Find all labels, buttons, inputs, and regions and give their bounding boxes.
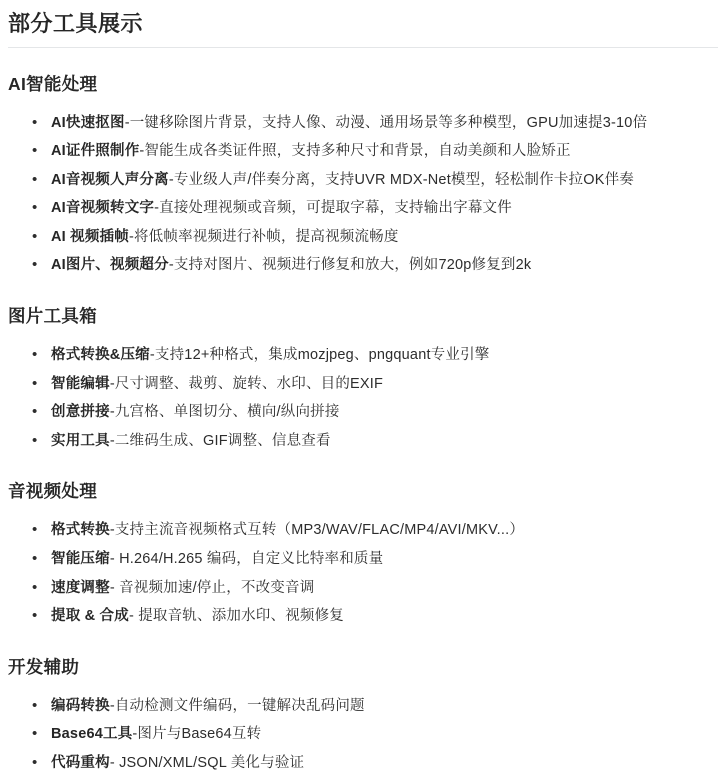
section-ai-processing xyxy=(8,71,718,281)
tool-name: AI快速抠图 xyxy=(51,114,125,131)
bullet-icon: • xyxy=(32,374,38,392)
tool-desc: - JSON/XML/SQL 美化与验证 xyxy=(109,755,305,771)
list-item xyxy=(32,427,718,456)
tool-desc: - 提取音轨、添加水印、视频修复 xyxy=(128,608,344,625)
list-item xyxy=(32,166,718,195)
feature-list-audio-video xyxy=(8,516,718,630)
tool-name: 提取 & 合成 xyxy=(51,608,129,625)
section-dev-assist xyxy=(8,654,718,778)
tool-name: 创意拼接 xyxy=(51,404,110,421)
tool-name: 格式转换 xyxy=(51,522,110,539)
list-item xyxy=(32,516,718,545)
bullet-icon: • xyxy=(32,431,38,449)
section-heading-audio-video: 音视频处理 xyxy=(8,481,97,502)
tool-name: 智能编辑 xyxy=(51,375,110,392)
tool-desc: -专业级人声/伴奏分离，支持UVR MDX-Net模型，轻松制作卡拉OK伴奏 xyxy=(168,171,634,188)
tool-name: 代码重构 xyxy=(51,755,110,771)
section-heading-image: 图片工具箱 xyxy=(8,306,97,327)
feature-list-dev xyxy=(8,692,718,778)
bullet-icon: • xyxy=(32,346,38,364)
list-item xyxy=(32,602,718,631)
tool-desc: -支持12+种格式，集成mozjpeg、pngquant专业引擎 xyxy=(149,347,490,364)
list-item xyxy=(32,720,718,749)
tool-name: AI图片、视频超分 xyxy=(51,257,169,274)
tool-name: 编码转换 xyxy=(51,697,110,714)
bullet-icon: • xyxy=(32,113,38,131)
bullet-icon: • xyxy=(32,199,38,217)
feature-list-image xyxy=(8,341,718,455)
list-item xyxy=(32,109,718,138)
tool-desc: -一键移除图片背景，支持人像、动漫、通用场景等多种模型，GPU加速提3-10倍 xyxy=(124,114,648,131)
list-item xyxy=(32,251,718,280)
tool-desc: -智能生成各类证件照，支持多种尺寸和背景，自动美颜和人脸矫正 xyxy=(139,143,571,160)
list-item xyxy=(32,223,718,252)
feature-list-ai xyxy=(8,109,718,281)
tool-name: 速度调整 xyxy=(51,579,110,596)
tool-name: AI音视频人声分离 xyxy=(51,171,169,188)
bullet-icon: • xyxy=(32,550,38,568)
tool-name: Base64工具 xyxy=(51,726,133,743)
page-title: 部分工具展示 xyxy=(8,10,718,48)
bullet-icon: • xyxy=(32,607,38,625)
list-item xyxy=(32,370,718,399)
bullet-icon: • xyxy=(32,170,38,188)
tool-name: AI 视频插帧 xyxy=(51,228,129,245)
tool-desc: -二维码生成、GIF调整、信息查看 xyxy=(109,432,331,449)
list-item xyxy=(32,692,718,721)
list-item xyxy=(32,574,718,603)
tool-desc: -自动检测文件编码，一键解决乱码问题 xyxy=(109,697,365,714)
list-item xyxy=(32,137,718,166)
list-item xyxy=(32,398,718,427)
tool-name: 智能压缩 xyxy=(51,551,110,568)
list-item xyxy=(32,341,718,370)
tool-name: AI证件照制作 xyxy=(51,143,140,160)
tool-desc: -支持对图片、视频进行修复和放大，例如720p修复到2k xyxy=(168,257,532,274)
tool-desc: -支持主流音视频格式互转（MP3/WAV/FLAC/MP4/AVI/MKV...） xyxy=(109,522,525,539)
bullet-icon: • xyxy=(32,521,38,539)
bullet-icon: • xyxy=(32,754,38,771)
list-item xyxy=(32,749,718,778)
tool-desc: -九宫格、单图切分、横向/纵向拼接 xyxy=(109,404,340,421)
bullet-icon: • xyxy=(32,403,38,421)
list-item xyxy=(32,194,718,223)
bullet-icon: • xyxy=(32,227,38,245)
bullet-icon: • xyxy=(32,142,38,160)
tool-desc: - H.264/H.265 编码，自定义比特率和质量 xyxy=(109,551,384,568)
section-heading-dev: 开发辅助 xyxy=(8,656,80,677)
list-item xyxy=(32,545,718,574)
section-image-toolbox xyxy=(8,303,718,455)
tool-name: 实用工具 xyxy=(51,432,110,449)
tool-desc: -直接处理视频或音频，可提取字幕，支持输出字幕文件 xyxy=(154,200,512,217)
bullet-icon: • xyxy=(32,696,38,714)
tool-name: 格式转换&压缩 xyxy=(51,347,150,364)
tool-desc: -将低帧率视频进行补帧，提高视频流畅度 xyxy=(128,228,399,245)
section-heading-ai: AI智能处理 xyxy=(8,73,98,94)
tool-desc: - 音视频加速/停止，不改变音调 xyxy=(109,579,315,596)
bullet-icon: • xyxy=(32,256,38,274)
bullet-icon: • xyxy=(32,725,38,743)
bullet-icon: • xyxy=(32,578,38,596)
tool-name: AI音视频转文字 xyxy=(51,200,155,217)
tool-desc: -图片与Base64互转 xyxy=(132,726,262,743)
section-audio-video xyxy=(8,478,718,630)
tool-desc: -尺寸调整、裁剪、旋转、水印、目的EXIF xyxy=(109,375,384,392)
